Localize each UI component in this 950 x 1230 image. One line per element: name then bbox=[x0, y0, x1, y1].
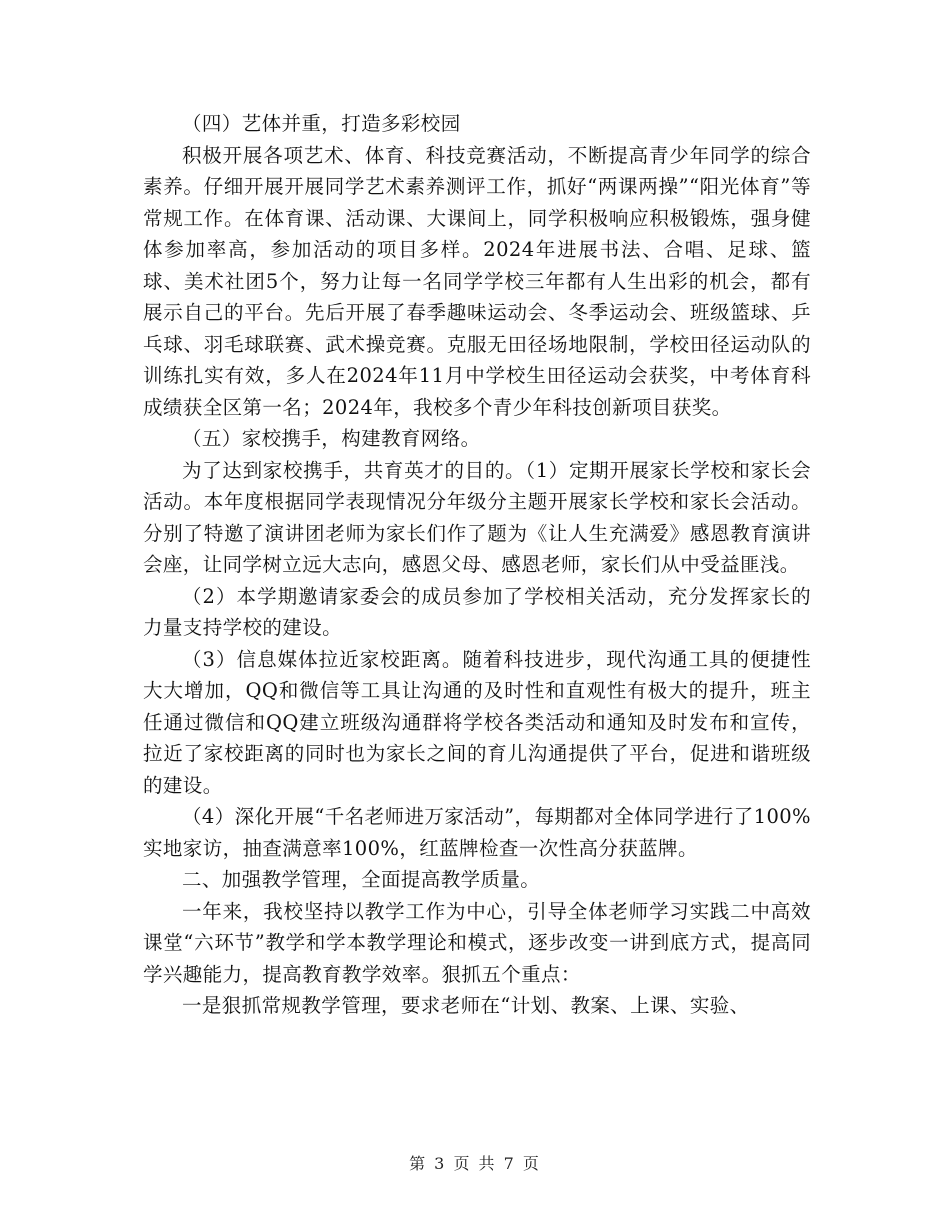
paragraph-arts-sports-activities: 积极开展各项艺术、体育、科技竞赛活动，不断提高青少年同学的综合素养。仔细开展开展同学艺术素养测评工作，抓好“两课两操”“阳光体育”等常规工作。在体育课、活动课、大课间上，同学积极响应积极锻炼，强身健体参加率高，参加活动的项目多样。2024年进展书法、合唱、足球、篮球、美术社团5个，努力让每一名同学学校三年都有人生出彩的机会，都有展示自己的平台。先后开展了春季趣味运动会、冬季运动会、班级篮球、乒乓球、羽毛球联赛、武术操竞赛。克服无田径场地限制，学校田径运动队的训练扎实有效，多人在2024年11月中学校生田径运动会获奖，中考体育科成绩获全区第一名；2024年，我校多个青少年科技创新项目获奖。 bbox=[143, 143, 811, 419]
page-number-footer: 第 3 页 共 7 页 bbox=[409, 1154, 541, 1173]
paragraph-teaching-focus: 一年来，我校坚持以教学工作为中心，引导全体老师学习实践二中高效课堂“六环节”教学和学本教学理论和模式，逐步改变一讲到底方式，提高同学兴趣能力，提高教育教学效率。狠抓五个重点： bbox=[143, 899, 811, 986]
paragraph-parent-committee: （2）本学期邀请家委会的成员参加了学校相关活动，充分发挥家长的力量支持学校的建设。 bbox=[143, 584, 811, 639]
section-heading-arts-sports: （四）艺体并重，打造多彩校园 bbox=[182, 112, 461, 135]
paragraph-parent-school-meetings: 为了达到家校携手，共育英才的目的。（1）定期开展家长学校和家长会活动。本年度根据同学表现情况分年级分主题开展家长学校和家长会活动。分别了特邀了演讲团老师为家长们作了题为《让人生充满爱》感恩教育演讲会座，让同学树立远大志向，感恩父母、感恩老师，家长们从中受益匪浅。 bbox=[143, 458, 811, 576]
section-heading-teaching-management: 二、加强教学管理，全面提高教学质量。 bbox=[182, 868, 541, 891]
paragraph-information-media: （3）信息媒体拉近家校距离。随着科技进步，现代沟通工具的便捷性大大增加，QQ和微信等工具让沟通的及时性和直观性有极大的提升，班主任通过微信和QQ建立班级沟通群将学校各类活动和通知及时发布和宣传，拉近了家校距离的同时也为家长之间的育儿沟通提供了平台，促进和谐班级的建设。 bbox=[143, 647, 811, 797]
section-heading-home-school: （五）家校携手，构建教育网络。 bbox=[182, 427, 481, 450]
document-body bbox=[143, 108, 811, 1022]
paragraph-home-visits: （4）深化开展“千名老师进万家活动”，每期都对全体同学进行了100%实地家访，抽查满意率100%，红蓝牌检查一次性高分获蓝牌。 bbox=[143, 805, 811, 860]
paragraph-routine-teaching: 一是狠抓常规教学管理，要求老师在“计划、教案、上课、实验、 bbox=[182, 994, 750, 1017]
